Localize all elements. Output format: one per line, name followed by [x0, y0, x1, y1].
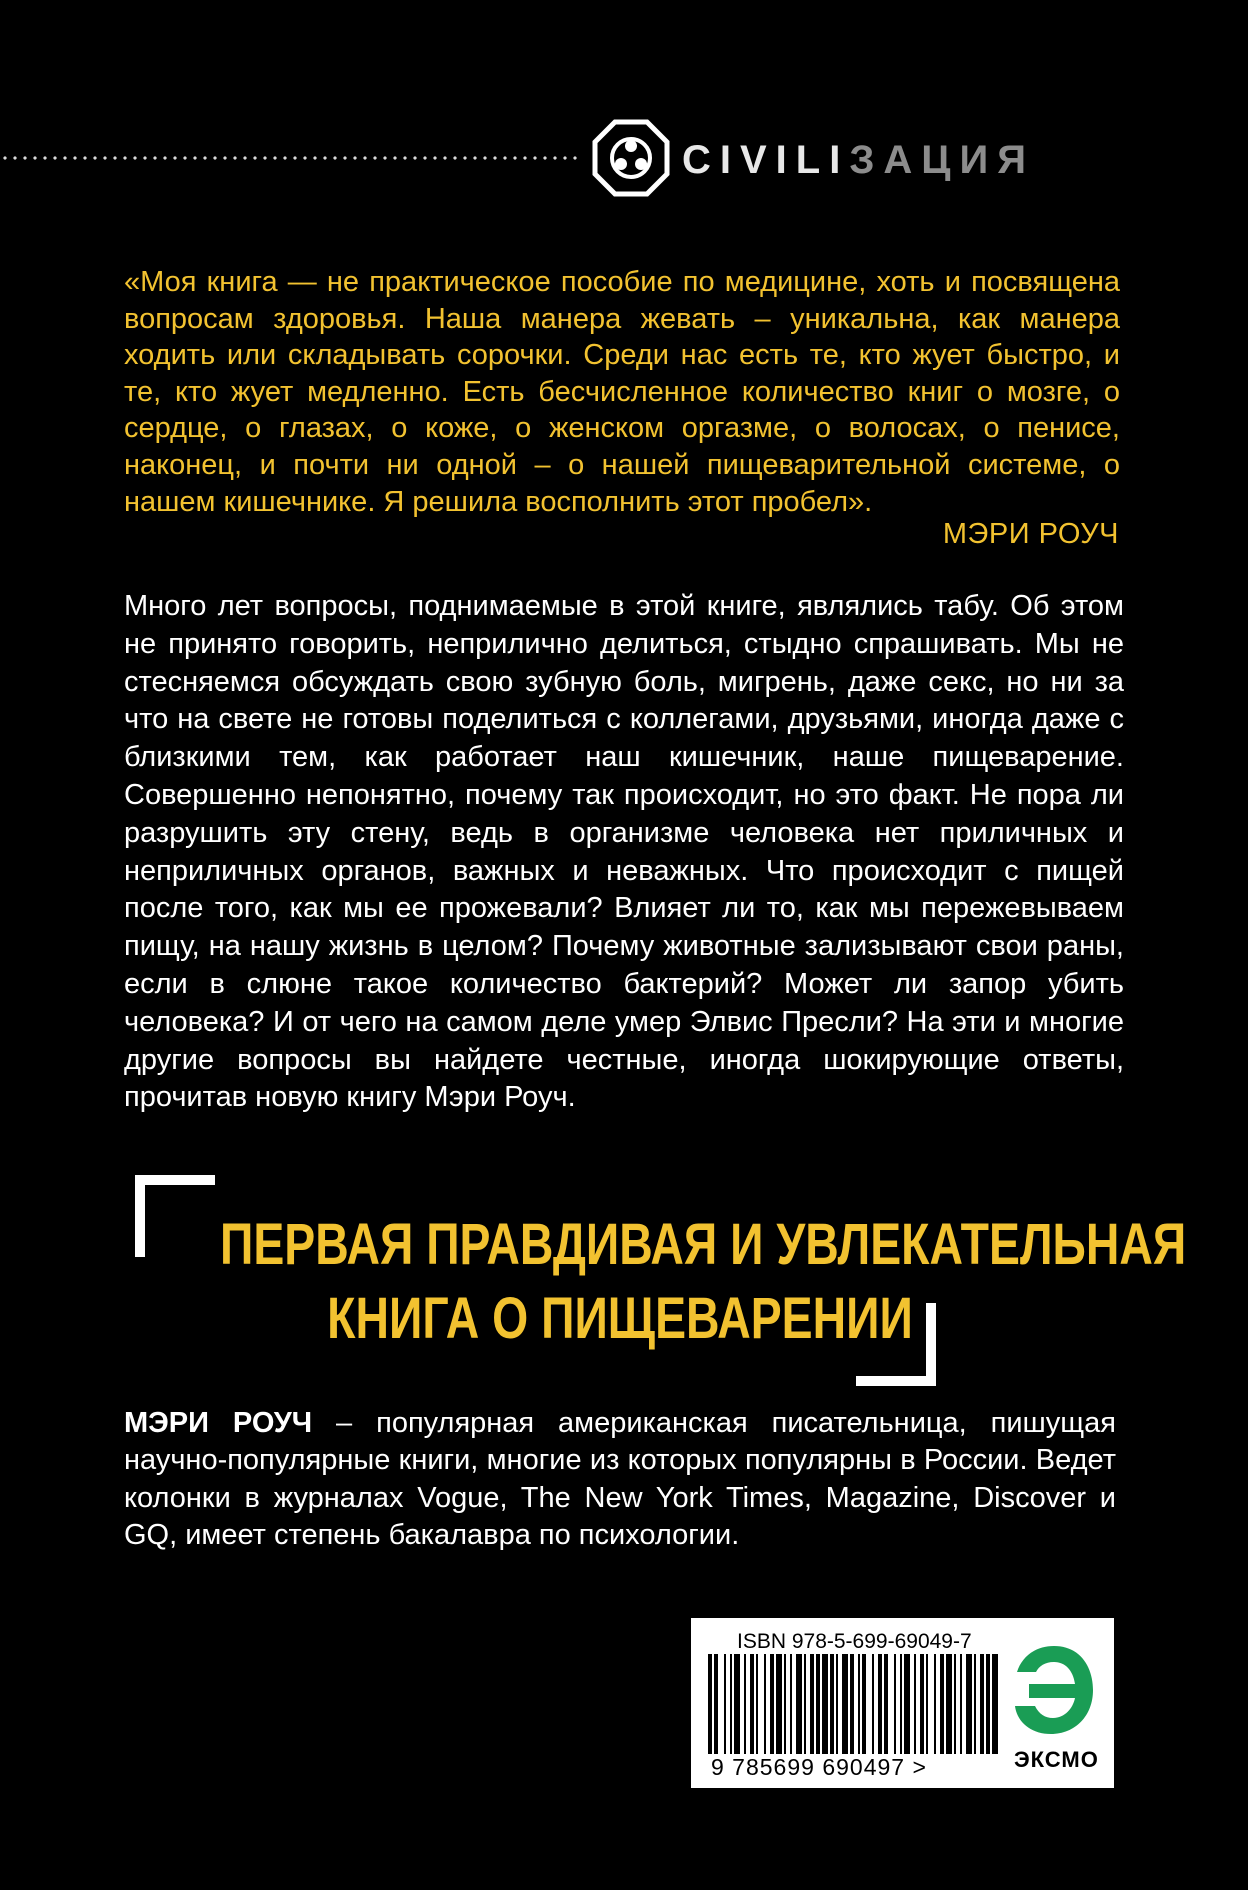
author-quote: «Моя книга — не практическое пособие по медицине, хоть и посвящена вопросам здоровья. Наша манера жевать – уникальна, как манера ходить или складывать сорочки. Среди нас есть те, кто жует быстро, и те, кто жует медленно. Есть бесчисленное количество книг о мозге, о сердце, о глазах, о коже, о женском оргазме, о волосах, о пенисе, наконец, и почти ни одной – о нашей пищеварительной системе, о нашем кишечнике. Я решила восполнить этот пробел». [124, 266, 1120, 518]
civilization-logo-icon [592, 119, 670, 197]
headline-line-1: ПЕРВАЯ ПРАВДИВАЯ И УВЛЕКАТЕЛЬНАЯ [220, 1212, 1187, 1277]
author-bio-text: – популярная американская писательница, пишущая научно-популярные книги, многие из которых популярны в России. Ведет колонки в журналах Vogue, The New York Times, Magazine, Discover и GQ, имеет степень бакалавра по психологии. [124, 1407, 1116, 1552]
dotted-rule [0, 156, 580, 160]
author-bio [124, 1405, 1116, 1555]
publisher-logo-icon [1009, 1640, 1099, 1740]
quote-author: МЭРИ РОУЧ [942, 518, 1119, 550]
book-description: Много лет вопросы, поднимаемые в этой книге, являлись табу. Об этом не принято говорить, неприлично делиться, стыдно спрашивать. Мы не стесняемся обсуждать свою зубную боль, мигрень, даже секс, но ни за что на свете не готовы поделиться с коллегами, друзьями, иногда даже с близкими тем, как работает наш кишечник, наше пищеварение. Совершенно непонятно, почему так происходит, но это факт. Не пора ли разрушить эту стену, ведь в организме человека нет приличных и неприличных органов, важных и неважных. Что происходит с пищей после того, как мы ее прожевали? Влияет ли то, как мы пережевываем пищу, на нашу жизнь в целом? Почему животные зализывают свои раны, если в слюне такое количество бактерий? Может ли запор убить человека? И от чего на самом деле умер Элвис Пресли? На эти и многие другие вопросы вы найдете честные, иногда шокирующие ответы, прочитав новую книгу Мэри Роуч. [124, 590, 1124, 1114]
series-name [682, 135, 1035, 185]
headline [220, 1208, 1187, 1356]
barcode-panel [691, 1618, 1114, 1788]
barcode-digits: 9 785699 690497 > [711, 1754, 927, 1780]
series-name-part1: CIVILI [682, 138, 850, 182]
series-name-part2: ЗАЦИЯ [849, 138, 1036, 182]
bracket-top-left [135, 1175, 215, 1257]
isbn-text: ISBN 978-5-699-69049-7 [737, 1630, 972, 1653]
barcode-icon [708, 1654, 998, 1754]
author-bio-name: МЭРИ РОУЧ [124, 1407, 313, 1439]
headline-line-2: КНИГА О ПИЩЕВАРЕНИИ [327, 1286, 913, 1351]
publisher-name: ЭКСМО [1014, 1747, 1099, 1772]
